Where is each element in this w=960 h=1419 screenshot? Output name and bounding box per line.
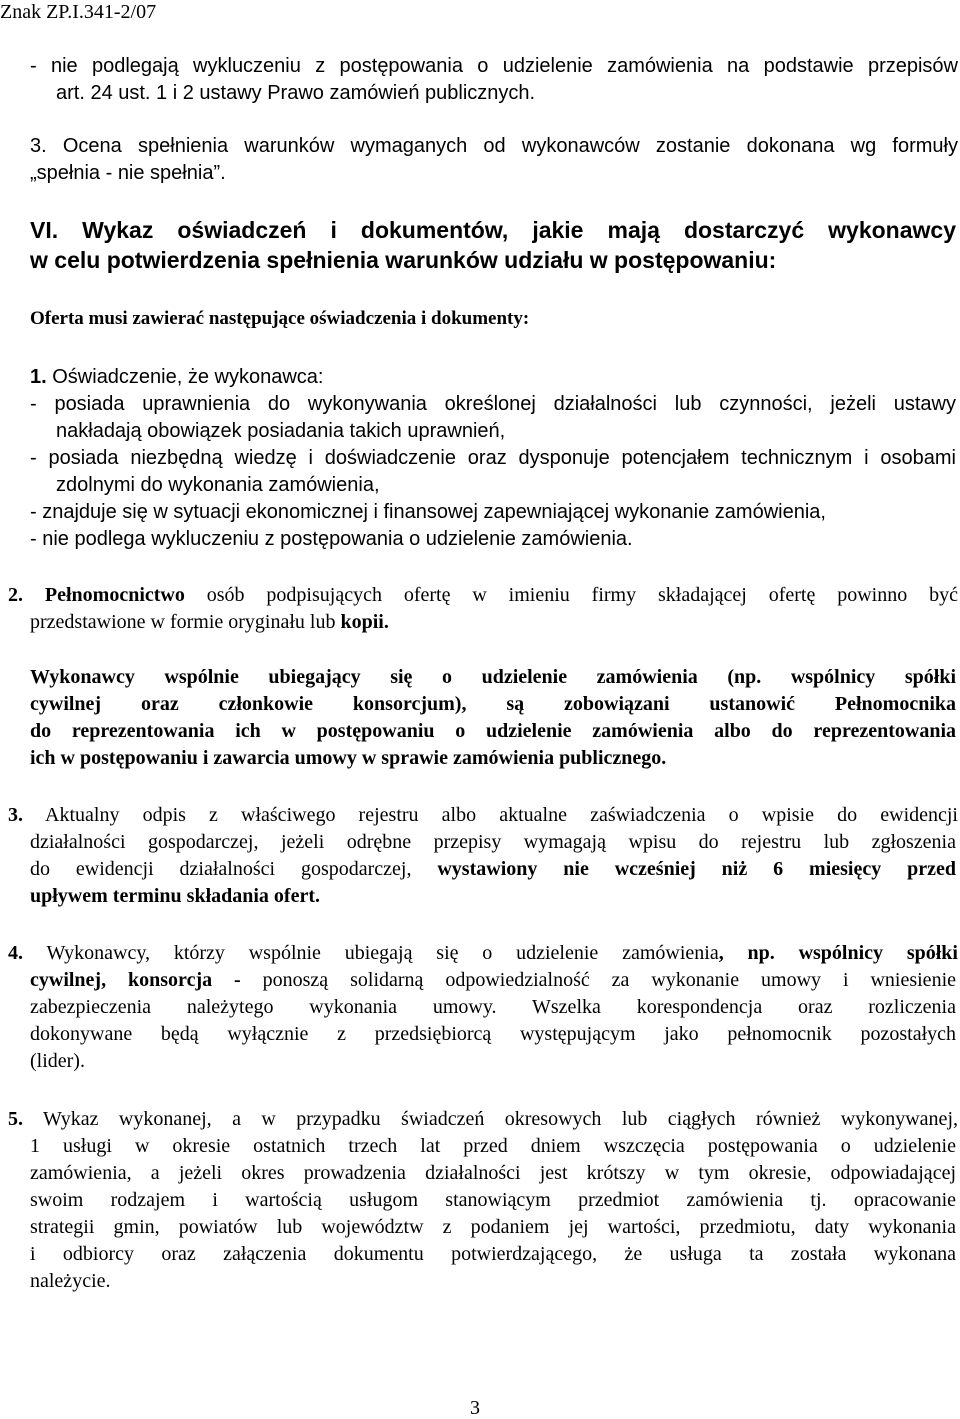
item-1-line-3: - posiada niezbędną wiedzę i doświadczenie oraz dysponuje potencjałem technicznym i osobami	[30, 447, 956, 469]
item-5-line-5: strategii gmin, powiatów lub województw z podaniem jej wartości, przedmiotu, daty wykonania	[30, 1216, 956, 1238]
item-2-line-2-start: przedstawione w formie oryginału lub	[30, 611, 341, 633]
item-5-line-7: należycie.	[30, 1270, 111, 1292]
item-1-number: 1.	[30, 366, 47, 388]
item-4-line-1-normal: Wykonawcy, którzy wspólnie ubiegają się o udzielenie zamówienia	[23, 942, 719, 964]
item-3-line-1-text: Aktualny odpis z właściwego rejestru albo aktualne zaświadczenia o wpisie do ewidencji	[23, 804, 958, 826]
item-3-number: 3.	[8, 804, 23, 826]
item-2-line-1-rest: osób podpisujących ofertę w imieniu firmy składającej ofertę powinno być	[184, 584, 958, 606]
item-1-line-6: - nie podlega wykluczeniu z postępowania o udzielenie zamówienia.	[30, 528, 633, 550]
section-subheading: Oferta musi zawierać następujące oświadczenia i dokumenty:	[30, 308, 530, 329]
point-3-line-1: 3. Ocena spełnienia warunków wymaganych od wykonawców zostanie dokonana wg formuły	[30, 135, 958, 157]
item-2-bold-word: Pełnomocnictwo	[44, 584, 185, 606]
item-4-line-2-bold: cywilnej, konsorcja -	[30, 969, 241, 991]
item-2-line-1	[8, 582, 958, 609]
item-3-line-4: upływem terminu składania ofert.	[30, 885, 320, 907]
item-2-line-2	[30, 609, 389, 636]
document-reference: Znak ZP.I.341-2/07	[0, 1, 157, 23]
item-4-number: 4.	[8, 942, 23, 964]
item-1-intro	[30, 364, 323, 391]
consortium-line-3: do reprezentowania ich w postępowaniu o udzielenie zamówienia albo do reprezentowania	[30, 720, 956, 742]
consortium-line-4: ich w postępowaniu i zawarcia umowy w sprawie zamówienia publicznego.	[30, 747, 667, 769]
point-3-line-2: „spełnia - nie spełnia”.	[30, 162, 226, 184]
consortium-line-1: Wykonawcy wspólnie ubiegający się o udzielenie zamówienia (np. wspólnicy spółki	[30, 666, 956, 688]
item-5-line-6: i odbiorcy oraz załączenia dokumentu potwierdzającego, że usługa ta została wykonana	[30, 1243, 956, 1265]
item-3-line-3-normal: do ewidencji działalności gospodarczej,	[30, 858, 438, 880]
item-1-intro-text: Oświadczenie, że wykonawca:	[46, 366, 324, 388]
item-5-number: 5.	[8, 1108, 23, 1130]
item-4-line-1-bold: , np. wspólnicy spółki	[718, 942, 958, 964]
item-5-line-2: 1 usługi w okresie ostatnich trzech lat przed dniem wszczęcia postępowania o udzielenie	[30, 1135, 956, 1157]
item-1-line-5: - znajduje się w sytuacji ekonomicznej i finansowej zapewniającej wykonanie zamówienia,	[30, 501, 826, 523]
item-2-line-2-bold: kopii.	[340, 611, 389, 633]
intro-line-1: - nie podlegają wykluczeniu z postępowania o udzielenie zamówienia na podstawie przepisów	[30, 55, 958, 77]
item-2-number: 2.	[8, 584, 23, 606]
item-4-line-2	[30, 967, 956, 994]
item-5-line-1	[8, 1106, 958, 1133]
item-3-line-3-bold: wystawiony nie wcześniej niż 6 miesięcy przed	[437, 858, 956, 880]
section-heading-line-2: w celu potwierdzenia spełnienia warunków udziału w postępowaniu:	[30, 247, 777, 273]
item-4-line-2-normal: ponoszą solidarną odpowiedzialność za wykonanie umowy i wniesienie	[240, 969, 956, 991]
item-5-line-4: swoim rodzajem i wartością usługom stanowiącym przedmiot zamówienia tj. opracowanie	[30, 1189, 956, 1211]
section-heading-line-1: VI. Wykaz oświadczeń i dokumentów, jakie mają dostarczyć wykonawcy	[30, 217, 956, 243]
item-5-line-3: zamówienia, a jeżeli okres prowadzenia działalności jest krótszy w tym okresie, odpowiadającej	[30, 1162, 956, 1184]
item-3-line-1	[8, 802, 958, 829]
item-4-line-4: dokonywane będą wyłącznie z przedsiębiorcą występującym jako pełnomocnik pozostałych	[30, 1023, 956, 1045]
item-1-line-4: zdolnymi do wykonania zamówienia,	[56, 474, 380, 496]
item-3-line-2: działalności gospodarczej, jeżeli odrębne przepisy wymagają wpisu do rejestru lub zgłoszenia	[30, 831, 956, 853]
item-5-line-1-text: Wykaz wykonanej, a w przypadku świadczeń okresowych lub ciągłych również wykonywanej,	[23, 1108, 958, 1130]
item-1-line-1: - posiada uprawnienia do wykonywania określonej działalności lub czynności, jeżeli ustawy	[30, 393, 956, 415]
item-4-line-1	[8, 940, 958, 967]
item-1-line-2: nakładają obowiązek posiadania takich uprawnień,	[56, 420, 506, 442]
consortium-line-2: cywilnej oraz członkowie konsorcjum), są zobowiązani ustanowić Pełnomocnika	[30, 693, 956, 715]
intro-line-2: art. 24 ust. 1 i 2 ustawy Prawo zamówień publicznych.	[56, 82, 536, 104]
item-3-line-3	[30, 856, 956, 883]
page-number: 3	[470, 1397, 480, 1419]
item-4-line-5: (lider).	[30, 1050, 85, 1072]
item-4-line-3: zabezpieczenia należytego wykonania umowy. Wszelka korespondencja oraz rozliczenia	[30, 996, 956, 1018]
